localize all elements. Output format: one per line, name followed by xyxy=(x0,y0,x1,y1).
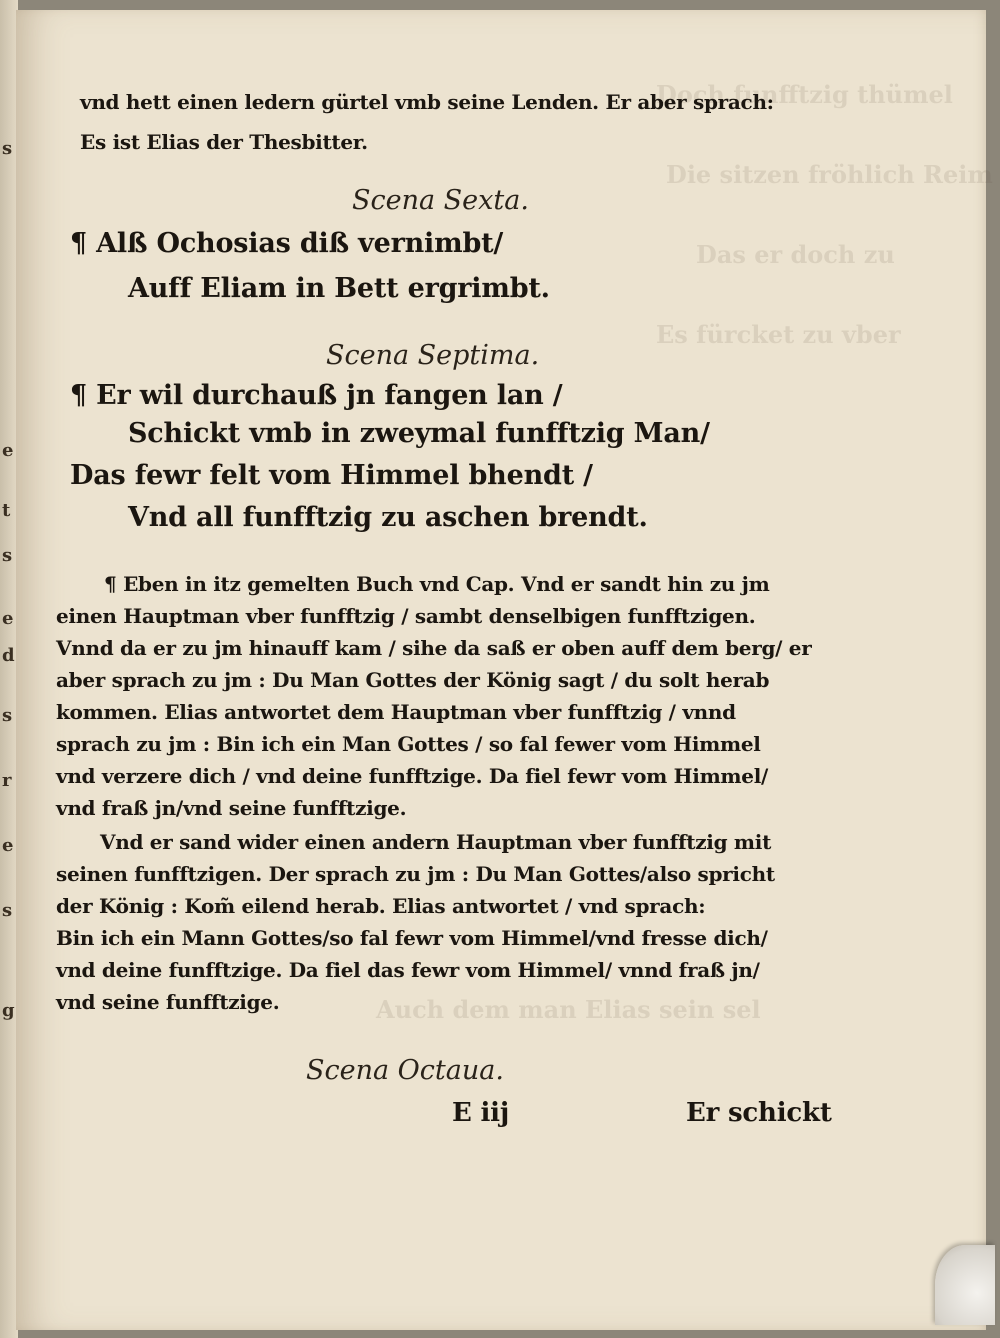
verse-line: Auff Eliam in Bett ergrimbt. xyxy=(128,273,550,304)
text-line: kommen. Elias antwortet dem Hauptman vber funfftzig / vnnd xyxy=(56,700,736,724)
verse-line: ¶ Er wil durchauß jn fangen lan / xyxy=(70,380,563,411)
text-line: aber sprach zu jm : Du Man Gottes der König sagt / du solt herab xyxy=(56,668,770,692)
bleed-through-text: Es fürcket zu vber xyxy=(656,320,901,349)
edge-glyph: t xyxy=(2,500,11,521)
text-line: einen Hauptman vber funfftzig / sambt denselbigen funfftzigen. xyxy=(56,604,756,628)
text-line: sprach zu jm : Bin ich ein Man Gottes / so fal fewer vom Himmel xyxy=(56,732,761,756)
text-line: Vnd er sand wider einen andern Hauptman vber funfftzig mit xyxy=(100,830,772,854)
scene-heading: Scena Septima. xyxy=(326,340,540,371)
scene-heading: Scena Octaua. xyxy=(306,1055,504,1086)
signature-mark: E iij xyxy=(452,1098,510,1128)
page-corner-curl xyxy=(935,1245,995,1325)
edge-glyph: s xyxy=(2,705,13,726)
verse-line: Das fewr felt vom Himmel bhendt / xyxy=(70,460,593,491)
verse-line: Vnd all funfftzig zu aschen brendt. xyxy=(128,502,648,533)
edge-glyph: d xyxy=(2,645,15,666)
edge-glyph: g xyxy=(2,1000,15,1021)
text-line: vnd hett einen ledern gürtel vmb seine Lenden. Er aber sprach: xyxy=(80,90,774,114)
bleed-through-text: Die sitzen fröhlich Reim xyxy=(666,160,993,189)
text-line: vnd fraß jn/vnd seine funfftzige. xyxy=(56,796,407,820)
bleed-through-text: Doch funfftzig thümel xyxy=(656,80,953,109)
text-line: der König : Kom̃ eilend herab. Elias antwortet / vnd sprach: xyxy=(56,894,706,918)
text-line: ¶ Eben in itz gemelten Buch vnd Cap. Vnd er sandt hin zu jm xyxy=(104,572,770,596)
text-line: vnd verzere dich / vnd deine funfftzige. Da fiel fewr vom Himmel/ xyxy=(56,764,769,788)
edge-glyph: s xyxy=(2,138,13,159)
edge-glyph: s xyxy=(2,545,13,566)
bleed-through-text: Das er doch zu xyxy=(696,240,895,269)
verse-line: ¶ Alß Ochosias diß vernimbt/ xyxy=(70,228,504,259)
text-line: vnd seine funfftzige. xyxy=(56,990,280,1014)
verse-line: Schickt vmb in zweymal funfftzig Man/ xyxy=(128,418,710,449)
edge-glyph: e xyxy=(2,440,14,461)
catchword: Er schickt xyxy=(686,1098,832,1128)
bleed-through-text: Auch dem man Elias sein sel xyxy=(376,995,761,1024)
text-line: Bin ich ein Mann Gottes/so fal fewr vom Himmel/vnd fresse dich/ xyxy=(56,926,768,950)
text-line: vnd deine funfftzige. Da fiel das fewr vom Himmel/ vnnd fraß jn/ xyxy=(56,958,760,982)
text-line: seinen funfftzigen. Der sprach zu jm : Du Man Gottes/also spricht xyxy=(56,862,775,886)
edge-glyph: e xyxy=(2,608,14,629)
text-line: Vnnd da er zu jm hinauff kam / sihe da saß er oben auff dem berg/ er xyxy=(56,636,812,660)
scene-heading: Scena Sexta. xyxy=(352,185,529,216)
edge-glyph: s xyxy=(2,900,13,921)
edge-glyph: e xyxy=(2,835,14,856)
edge-glyph: r xyxy=(2,770,12,791)
book-page xyxy=(16,10,993,1330)
text-line: Es ist Elias der Thesbitter. xyxy=(80,130,368,154)
